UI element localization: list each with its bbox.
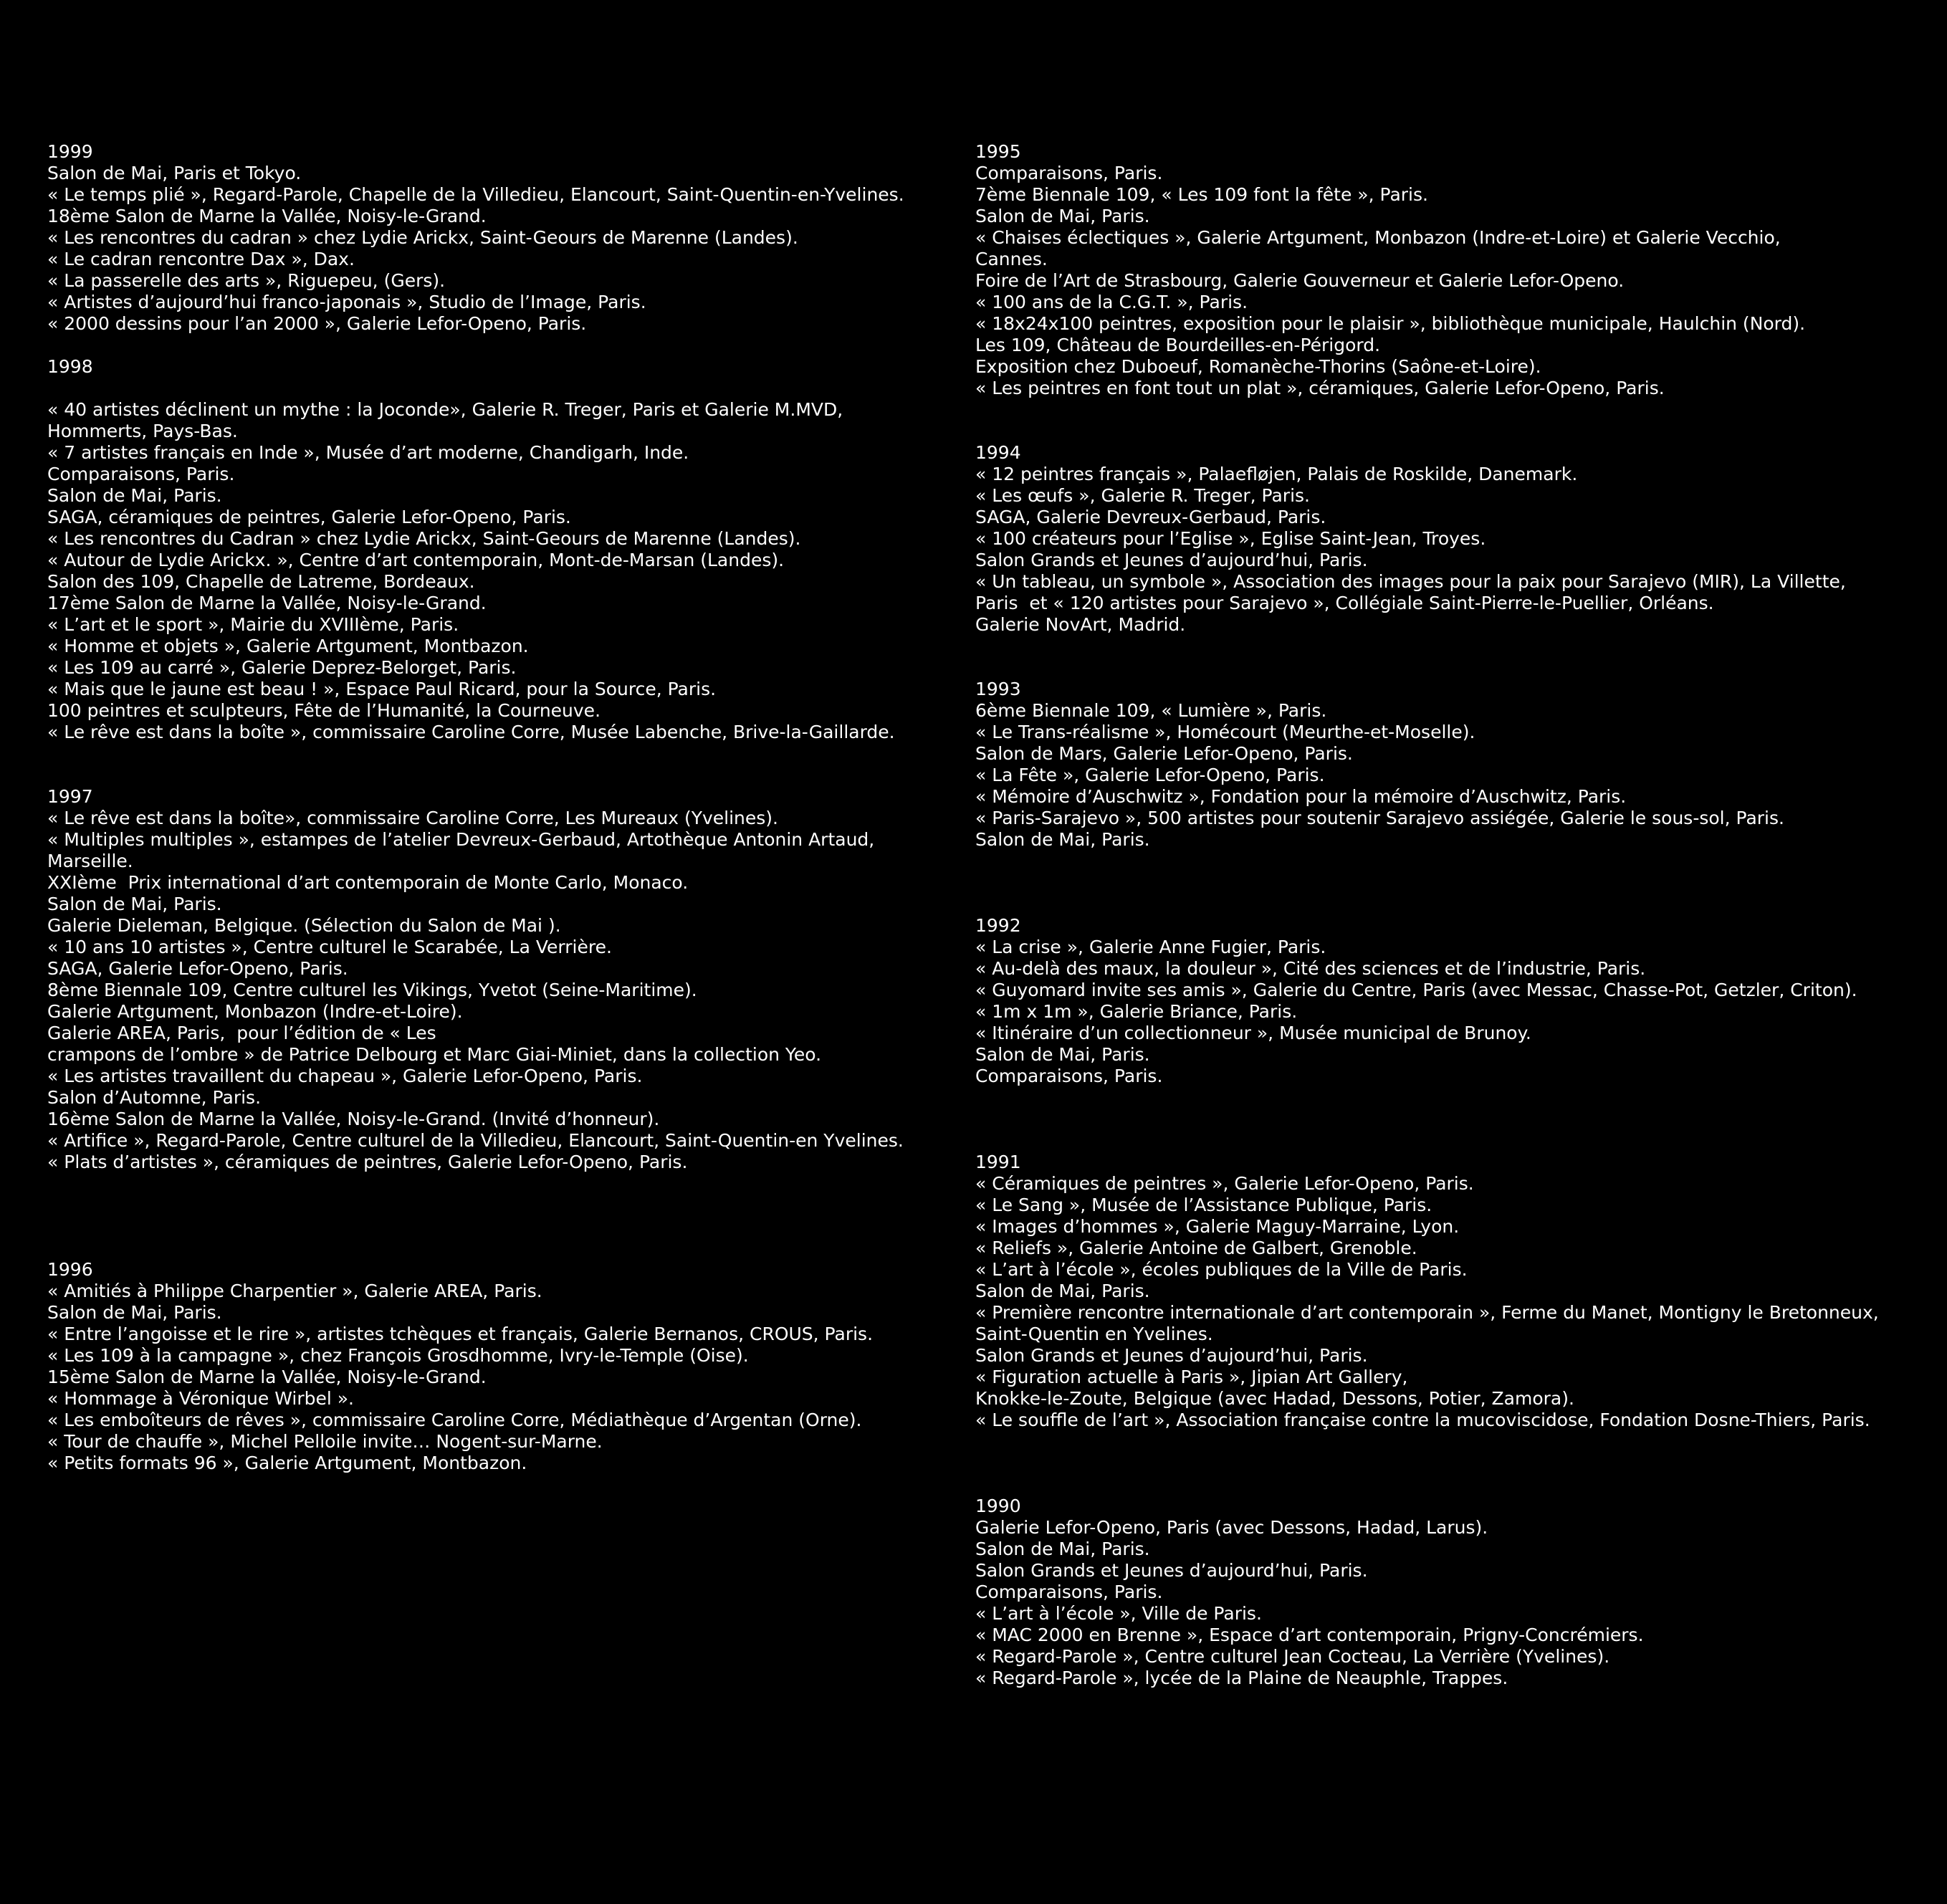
exhibition-entry: « Tour de chauffe », Michel Pelloile invite… Nogent-sur-Marne.: [47, 1431, 603, 1452]
exhibition-entry: « Regard-Parole », Centre culturel Jean Cocteau, La Verrière (Yvelines).: [975, 1646, 1610, 1667]
spacer: [47, 1173, 979, 1195]
year-heading: 1993: [975, 679, 1021, 699]
exhibition-entry: « La passerelle des arts », Riguepeu, (Gers).: [47, 270, 446, 291]
exhibition-entry: « Multiples multiples », estampes de l’atelier Devreux-Gerbaud, Artothèque Antonin Artaud,: [47, 829, 875, 850]
exhibition-entry: « Le souffle de l’art », Association française contre la mucoviscidose, Fondation Dosne-Thiers, Paris.: [975, 1410, 1870, 1430]
exhibition-entry: « 2000 dessins pour l’an 2000 », Galerie Lefor-Openo, Paris.: [47, 313, 587, 334]
spacer: [975, 851, 1936, 872]
exhibition-entry: 7ème Biennale 109, « Les 109 font la fête », Paris.: [975, 184, 1428, 205]
exhibition-entry: Comparaisons, Paris.: [975, 163, 1163, 183]
exhibition-entry: « 7 artistes français en Inde », Musée d’art moderne, Chandigarh, Inde.: [47, 442, 689, 463]
exhibition-entry: Salon de Mars, Galerie Lefor-Openo, Paris.: [975, 743, 1353, 764]
exhibition-entry: « Le cadran rencontre Dax », Dax.: [47, 249, 355, 269]
year-heading: 1998: [47, 356, 93, 377]
exhibition-entry: « La crise », Galerie Anne Fugier, Paris.: [975, 937, 1326, 957]
exhibition-entry: « Les rencontres du cadran » chez Lydie Arickx, Saint-Geours de Marenne (Landes).: [47, 227, 798, 248]
exhibition-entry: 17ème Salon de Marne la Vallée, Noisy-le-Grand.: [47, 593, 487, 613]
exhibition-entry: « Les œufs », Galerie R. Treger, Paris.: [975, 485, 1311, 506]
exhibition-entry: Salon de Mai, Paris.: [975, 1044, 1150, 1065]
spacer: [975, 1130, 1936, 1152]
exhibition-entry: 100 peintres et sculpteurs, Fête de l’Humanité, la Courneuve.: [47, 700, 601, 721]
exhibition-entry: SAGA, céramiques de peintres, Galerie Lefor-Openo, Paris.: [47, 507, 571, 527]
exhibition-entry: « 18x24x100 peintres, exposition pour le plaisir », bibliothèque municipale, Haulchin (Nord).: [975, 313, 1806, 334]
exhibition-entry: Cannes.: [975, 249, 1048, 269]
exhibition-entry: 16ème Salon de Marne la Vallée, Noisy-le-Grand. (Invité d’honneur).: [47, 1109, 660, 1129]
year-heading: 1990: [975, 1496, 1021, 1516]
year-heading: 1997: [47, 786, 93, 807]
exhibition-entry: Galerie Lefor-Openo, Paris (avec Dessons, Hadad, Larus).: [975, 1517, 1488, 1538]
exhibition-entry: 8ème Biennale 109, Centre culturel les Vikings, Yvetot (Seine-Maritime).: [47, 980, 697, 1000]
year-heading: 1992: [975, 915, 1021, 936]
spacer: [975, 1109, 1936, 1130]
exhibition-entry: Salon de Mai, Paris.: [975, 206, 1150, 226]
exhibition-entry: « Le Trans-réalisme », Homécourt (Meurthe-et-Moselle).: [975, 722, 1475, 742]
exhibition-entry: « 40 artistes déclinent un mythe : la Joconde», Galerie R. Treger, Paris et Galerie M.MVD,: [47, 399, 843, 420]
exhibition-entry: « Regard-Parole », lycée de la Plaine de Neauphle, Trappes.: [975, 1668, 1508, 1688]
exhibition-entry: Hommerts, Pays-Bas.: [47, 421, 238, 441]
exhibition-entry: Salon de Mai, Paris.: [47, 1302, 222, 1323]
exhibition-entry: « Plats d’artistes », céramiques de peintres, Galerie Lefor-Openo, Paris.: [47, 1152, 688, 1172]
exhibition-entry: « 100 créateurs pour l’Eglise », Eglise Saint-Jean, Troyes.: [975, 528, 1486, 549]
exhibition-entry: Comparaisons, Paris.: [975, 1066, 1163, 1086]
exhibition-entry: « MAC 2000 en Brenne », Espace d’art contemporain, Prigny-Concrémiers.: [975, 1625, 1644, 1645]
exhibition-entry: Exposition chez Duboeuf, Romanèche-Thorins (Saône-et-Loire).: [975, 356, 1541, 377]
year-heading: 1994: [975, 442, 1021, 463]
exhibition-entry: « Les artistes travaillent du chapeau », Galerie Lefor-Openo, Paris.: [47, 1066, 643, 1086]
exhibition-entry: « Les 109 au carré », Galerie Deprez-Belorget, Paris.: [47, 657, 517, 678]
exhibition-entry: « Au-delà des maux, la douleur », Cité des sciences et de l’industrie, Paris.: [975, 958, 1646, 979]
spacer: [975, 1474, 1936, 1496]
exhibition-entry: Salon des 109, Chapelle de Latreme, Bordeaux.: [47, 571, 475, 592]
exhibition-entry: « 12 peintres français », Palaefløjen, Palais de Roskilde, Danemark.: [975, 464, 1578, 484]
exhibition-entry: Comparaisons, Paris.: [975, 1582, 1163, 1602]
exhibition-entry: Saint-Quentin en Yvelines.: [975, 1324, 1213, 1344]
year-section-1993: [975, 679, 1936, 915]
exhibition-entry: crampons de l’ombre » de Patrice Delbourg et Marc Giai-Miniet, dans la collection Yeo.: [47, 1044, 822, 1065]
exhibition-entry: « 10 ans 10 artistes », Centre culturel le Scarabée, La Verrière.: [47, 937, 612, 957]
exhibition-entry: « Reliefs », Galerie Antoine de Galbert, Grenoble.: [975, 1238, 1417, 1258]
exhibition-entry: Galerie AREA, Paris, pour l’édition de « Les: [47, 1023, 436, 1043]
exhibition-entry: Galerie Dieleman, Belgique. (Sélection du Salon de Mai ).: [47, 915, 561, 936]
exhibition-entry: « Céramiques de peintres », Galerie Lefor-Openo, Paris.: [975, 1173, 1474, 1194]
spacer: [975, 1431, 1936, 1453]
exhibition-entry: « Le rêve est dans la boîte», commissaire Caroline Corre, Les Mureaux (Yvelines).: [47, 808, 778, 828]
exhibition-entry: « Artistes d’aujourd’hui franco-japonais », Studio de l’Image, Paris.: [47, 292, 646, 312]
spacer: [47, 1238, 979, 1259]
spacer: [975, 894, 1936, 915]
year-section-1995: [975, 141, 1936, 442]
exhibition-entry: « Le rêve est dans la boîte », commissaire Caroline Corre, Musée Labenche, Brive-la-Gaillarde.: [47, 722, 895, 742]
exhibition-entry: « Images d’hommes », Galerie Maguy-Marraine, Lyon.: [975, 1216, 1460, 1237]
spacer: [47, 378, 979, 399]
exhibition-entry: « L’art à l’école », écoles publiques de la Ville de Paris.: [975, 1259, 1468, 1280]
exhibition-entry: Marseille.: [47, 851, 133, 871]
spacer: [47, 1195, 979, 1216]
year-section-1990: [975, 1496, 1936, 1689]
exhibition-entry: Galerie Artgument, Monbazon (Indre-et-Loire).: [47, 1001, 463, 1022]
exhibition-entry: Salon Grands et Jeunes d’aujourd’hui, Paris.: [975, 1345, 1368, 1366]
exhibition-entry: « Un tableau, un symbole », Association des images pour la paix pour Sarajevo (MIR), La Villette,: [975, 571, 1846, 592]
exhibition-entry: « Paris-Sarajevo », 500 artistes pour soutenir Sarajevo assiégée, Galerie le sous-sol, Paris.: [975, 808, 1784, 828]
exhibition-entry: 18ème Salon de Marne la Vallée, Noisy-le-Grand.: [47, 206, 487, 226]
exhibition-entry: « Le temps plié », Regard-Parole, Chapelle de la Villedieu, Elancourt, Saint-Quentin-en-Yvelines.: [47, 184, 904, 205]
exhibition-entry: Salon de Mai, Paris et Tokyo.: [47, 163, 302, 183]
exhibition-entry: « Les peintres en font tout un plat », céramiques, Galerie Lefor-Openo, Paris.: [975, 378, 1665, 398]
exhibition-entry: « L’art à l’école », Ville de Paris.: [975, 1603, 1262, 1624]
exhibition-entry: Salon Grands et Jeunes d’aujourd’hui, Paris.: [975, 1560, 1368, 1581]
exhibition-entry: Salon de Mai, Paris.: [47, 894, 222, 914]
exhibition-entry: « Petits formats 96 », Galerie Artgument, Montbazon.: [47, 1453, 527, 1473]
spacer: [47, 335, 979, 356]
exhibition-entry: XXIème Prix international d’art contemporain de Monte Carlo, Monaco.: [47, 872, 689, 893]
spacer: [975, 872, 1936, 894]
exhibition-entry: Galerie NovArt, Madrid.: [975, 614, 1186, 635]
spacer: [975, 1087, 1936, 1109]
exhibition-entry: 15ème Salon de Marne la Vallée, Noisy-le-Grand.: [47, 1367, 487, 1387]
exhibition-entry: SAGA, Galerie Devreux-Gerbaud, Paris.: [975, 507, 1326, 527]
exhibition-entry: Comparaisons, Paris.: [47, 464, 235, 484]
exhibition-entry: Salon de Mai, Paris.: [975, 1281, 1150, 1301]
year-section-1994: [975, 442, 1936, 679]
exhibition-entry: 6ème Biennale 109, « Lumière », Paris.: [975, 700, 1327, 721]
exhibition-entry: « 100 ans de la C.G.T. », Paris.: [975, 292, 1248, 312]
exhibition-entry: Paris et « 120 artistes pour Sarajevo », Collégiale Saint-Pierre-le-Puellier, Orléans.: [975, 593, 1714, 613]
spacer: [975, 399, 1936, 421]
spacer: [975, 636, 1936, 657]
exhibition-entry: « Entre l’angoisse et le rire », artistes tchèques et français, Galerie Bernanos, CROUS, Paris.: [47, 1324, 874, 1344]
right-column: [975, 141, 1936, 1689]
spacer: [47, 743, 979, 765]
spacer: [47, 1216, 979, 1238]
year-section-1992: [975, 915, 1936, 1152]
year-section-1997: [47, 786, 979, 1259]
year-section-1991: [975, 1152, 1936, 1496]
year-heading: 1991: [975, 1152, 1021, 1172]
exhibition-entry: Salon de Mai, Paris.: [47, 485, 222, 506]
exhibition-entry: « Les rencontres du Cadran » chez Lydie Arickx, Saint-Geours de Marenne (Landes).: [47, 528, 801, 549]
year-section-1999: [47, 141, 979, 356]
spacer: [47, 765, 979, 786]
exhibition-entry: « Les 109 à la campagne », chez François Grosdhomme, Ivry-le-Temple (Oise).: [47, 1345, 749, 1366]
exhibition-entry: Les 109, Château de Bourdeilles-en-Périgord.: [975, 335, 1381, 355]
exhibition-entry: « Guyomard invite ses amis », Galerie du Centre, Paris (avec Messac, Chasse-Pot, Getzler, Criton).: [975, 980, 1857, 1000]
year-heading: 1995: [975, 141, 1021, 162]
exhibition-entry: « Hommage à Véronique Wirbel ».: [47, 1388, 355, 1409]
spacer: [975, 421, 1936, 442]
exhibition-entry: Salon de Mai, Paris.: [975, 829, 1150, 850]
spacer: [975, 657, 1936, 679]
exhibition-entry: « Chaises éclectiques », Galerie Artgument, Monbazon (Indre-et-Loire) et Galerie Vecchio,: [975, 227, 1781, 248]
exhibition-entry: « Artifice », Regard-Parole, Centre culturel de la Villedieu, Elancourt, Saint-Quentin-en Yvelines.: [47, 1130, 904, 1151]
exhibition-entry: « Le Sang », Musée de l’Assistance Publique, Paris.: [975, 1195, 1432, 1215]
exhibition-entry: « La Fête », Galerie Lefor-Openo, Paris.: [975, 765, 1325, 785]
exhibition-entry: « Les emboîteurs de rêves », commissaire Caroline Corre, Médiathèque d’Argentan (Orne).: [47, 1410, 862, 1430]
exhibition-entry: « Mémoire d’Auschwitz », Fondation pour la mémoire d’Auschwitz, Paris.: [975, 786, 1627, 807]
exhibition-entry: Salon d’Automne, Paris.: [47, 1087, 262, 1108]
spacer: [975, 1453, 1936, 1474]
year-section-1996: [47, 1259, 979, 1474]
year-heading: 1999: [47, 141, 93, 162]
year-section-1998: [47, 356, 979, 786]
exhibition-entry: « L’art et le sport », Mairie du XVIIIème, Paris.: [47, 614, 459, 635]
year-heading: 1996: [47, 1259, 93, 1280]
exhibition-entry: SAGA, Galerie Lefor-Openo, Paris.: [47, 958, 348, 979]
exhibition-entry: « Amitiés à Philippe Charpentier », Galerie AREA, Paris.: [47, 1281, 542, 1301]
exhibition-entry: Salon de Mai, Paris.: [975, 1539, 1150, 1559]
exhibition-entry: Foire de l’Art de Strasbourg, Galerie Gouverneur et Galerie Lefor-Openo.: [975, 270, 1625, 291]
left-column: [47, 141, 979, 1474]
exhibition-entry: « Première rencontre internationale d’art contemporain », Ferme du Manet, Montigny le Bretonneux,: [975, 1302, 1879, 1323]
exhibition-entry: Knokke-le-Zoute, Belgique (avec Hadad, Dessons, Potier, Zamora).: [975, 1388, 1574, 1409]
exhibition-entry: « Homme et objets », Galerie Artgument, Montbazon.: [47, 636, 529, 656]
exhibition-entry: « Mais que le jaune est beau ! », Espace Paul Ricard, pour la Source, Paris.: [47, 679, 717, 699]
exhibition-entry: Salon Grands et Jeunes d’aujourd’hui, Paris.: [975, 550, 1368, 570]
exhibition-entry: « Figuration actuelle à Paris », Jipian Art Gallery,: [975, 1367, 1408, 1387]
exhibition-entry: « 1m x 1m », Galerie Briance, Paris.: [975, 1001, 1298, 1022]
exhibition-entry: « Autour de Lydie Arickx. », Centre d’art contemporain, Mont-de-Marsan (Landes).: [47, 550, 785, 570]
exhibition-entry: « Itinéraire d’un collectionneur », Musée municipal de Brunoy.: [975, 1023, 1531, 1043]
